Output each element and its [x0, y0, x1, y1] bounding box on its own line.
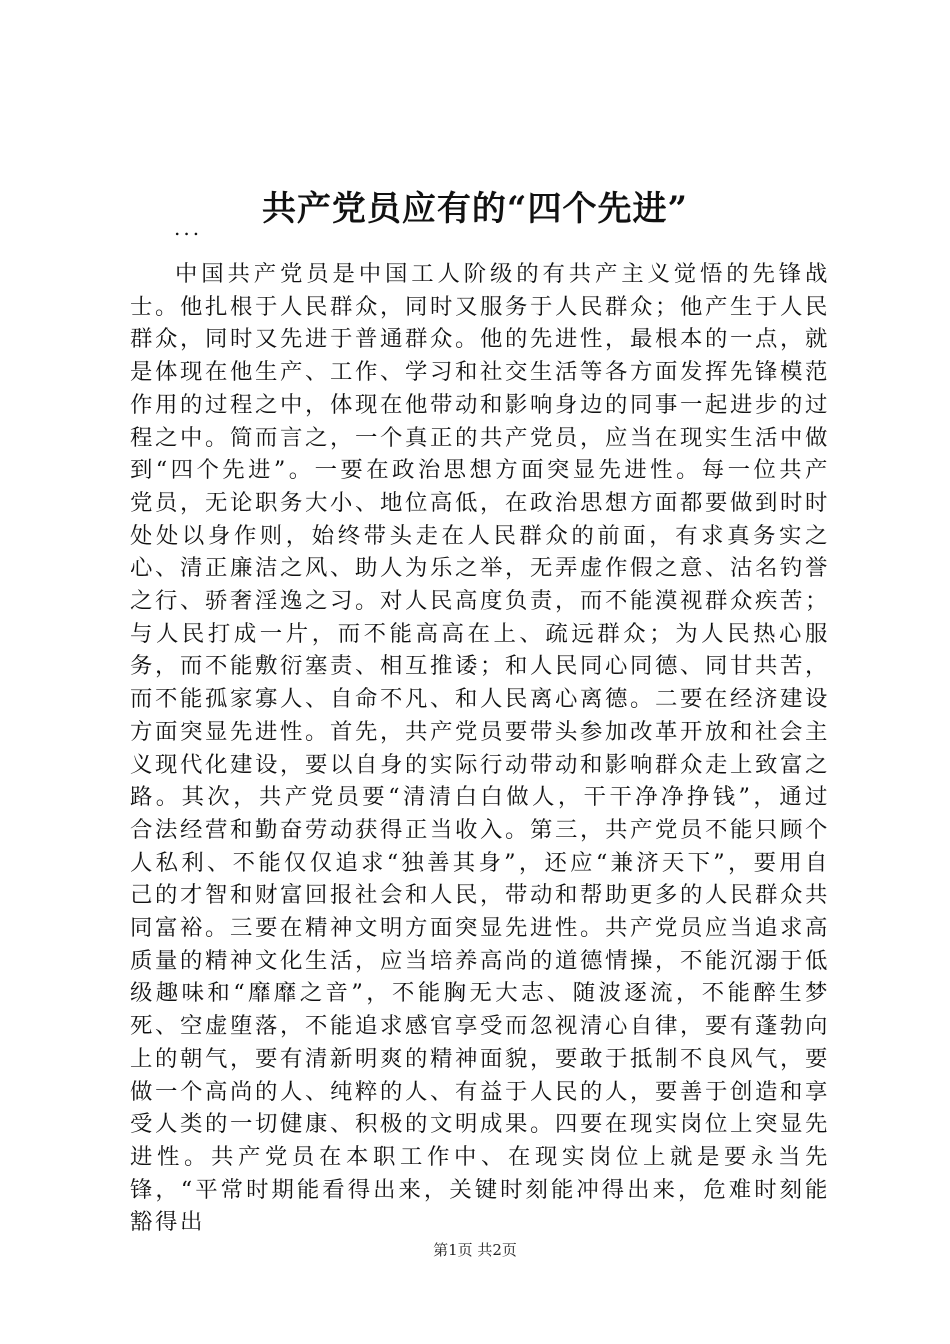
ellipsis-marker: ... [174, 216, 203, 240]
page-number-footer: 第1页 共2页 [433, 1241, 517, 1259]
body-paragraph: 中国共产党员是中国工人阶级的有共产主义觉悟的先锋战士。他扎根于人民群众，同时又服务于人民群众；他产生于人民群众，同时又先进于普通群众。他的先进性，最根本的一点，就是体现在他生产、工作、学习和社交生活等各方面发挥先锋模范作用的过程之中，体现在他带动和影响身边的同事一起进步的过程之中。简而言之，一个真正的共产党员，应当在现实生活中做到“四个先进”。一要在政治思想方面突显先进性。每一位共产党员，无论职务大小、地位高低，在政治思想方面都要做到时时处处以身作则，始终带头走在人民群众的前面，有求真务实之心、清正廉洁之风、助人为乐之举，无弄虚作假之意、沽名钓誉之行、骄奢淫逸之习。对人民高度负责，而不能漠视群众疾苦；与人民打成一片，而不能高高在上、疏远群众；为人民热心服务，而不能敷衍塞责、相互推诿；和人民同心同德、同甘共苦，而不能孤家寡人、自命不凡、和人民离心离德。二要在经济建设方面突显先进性。首先，共产党员要带头参加改革开放和社会主义现代化建设，要以自身的实际行动带动和影响群众走上致富之路。其次，共产党员要“清清白白做人，干干净净挣钱”，通过合法经营和勤奋劳动获得正当收入。第三，共产党员不能只顾个人私利、不能仅仅追求“独善其身”，还应“兼济天下”，要用自己的才智和财富回报社会和人民，带动和帮助更多的人民群众共同富裕。三要在精神文明方面突显先进性。共产党员应当追求高质量的精神文化生活，应当培养高尚的道德情操，不能沉溺于低级趣味和“靡靡之音”，不能胸无大志、随波逐流，不能醉生梦死、空虚堕落，不能追求感官享受而忽视清心自律，要有蓬勃向上的朝气，要有清新明爽的精神面貌，要敢于抵制不良风气，要做一个高尚的人、纯粹的人、有益于人民的人，要善于创造和享受人类的一切健康、积极的文明成果。四要在现实岗位上突显先进性。共产党员在本职工作中、在现实岗位上就是要永当先锋，“平常时期能看得出来，关键时刻能冲得出来，危难时刻能豁得出 [130, 261, 830, 1236]
document-title: 共产党员应有的“四个先进” [261, 189, 689, 229]
